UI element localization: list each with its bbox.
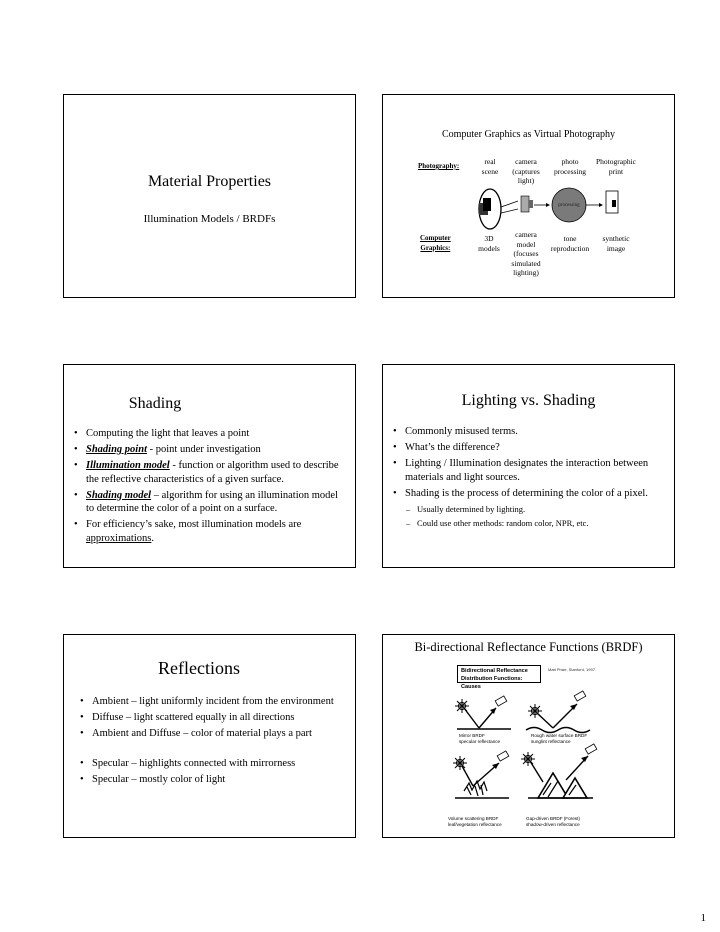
brdf-figure-title-box: Bidirectional Reflectance Distribution Functions: Causes [457, 665, 541, 683]
real-scene-label: real scene [481, 157, 499, 176]
slide-title: Shading [128, 395, 182, 412]
slide-title: Computer Graphics as Virtual Photography [441, 129, 616, 140]
slide-title: Material Properties [147, 173, 272, 190]
bullet-item: • Shading point - point under investigation [72, 443, 344, 457]
bullet-item: • Specular – mostly color of light [78, 773, 338, 787]
bullet-item: • Shading is the process of determining the color of a pixel. [391, 487, 663, 501]
scene-object [483, 198, 491, 211]
bullet-list [78, 695, 338, 789]
bullet-list [72, 427, 344, 548]
3d-models-label: 3D models [478, 234, 500, 253]
bullet-item: • Lighting / Illumination designates the interaction between materials and light sources. [391, 457, 663, 484]
bullet-item: • Diffuse – light scattered equally in all directions [78, 711, 338, 725]
computer-graphics-label: Computer Graphics: [420, 234, 451, 252]
brdf-figure [383, 635, 676, 839]
slide-brdf [382, 634, 675, 838]
slide-lighting-vs-shading [382, 364, 675, 568]
slide-material-properties [63, 94, 356, 298]
slide-subtitle: Illumination Models / BRDFs [143, 213, 276, 225]
photographic-print-label: Photographic print [596, 157, 636, 176]
photo-processing-label: photo processing [553, 157, 587, 176]
bullet-item: • For efficiency’s sake, most illumination models are approximations. [72, 518, 344, 545]
bullet-item: • Shading model – algorithm for using an illumination model to determine the color of a point on a surface. [72, 489, 344, 516]
camera-model-label: camera model (focuses simulated lighting) [511, 230, 541, 277]
volume-scattering-brdf-panel [453, 751, 509, 798]
bullet-item: • Ambient and Diffuse – color of material plays a part [78, 727, 338, 741]
bullet-list [391, 425, 663, 531]
volume-scattering-brdf-caption: Volume scattering BRDF leaf/vegetation reflectance [448, 816, 502, 827]
bullet-item: • Computing the light that leaves a point [72, 427, 344, 441]
camera-lens [529, 200, 533, 208]
bullet-item: • Ambient – light uniformly incident from the environment [78, 695, 338, 709]
gap-driven-brdf-panel [521, 744, 597, 798]
print-image [612, 200, 616, 207]
flow-arrow [501, 201, 518, 207]
mirror-brdf-panel [455, 696, 511, 729]
camera-body [521, 196, 529, 212]
rough-water-brdf-panel [526, 691, 590, 733]
satellite-icon [585, 744, 597, 754]
satellite-icon [574, 691, 586, 701]
bullet-item: • Illumination model - function or algorithm used to describe the reflective characteristics of a given surface. [72, 459, 344, 486]
satellite-icon [497, 751, 509, 761]
slide-title: Bi-directional Reflectance Functions (BRDF) [414, 640, 643, 654]
mirror-brdf-caption: Mirror BRDF specular reflectance [459, 733, 501, 744]
synthetic-image-label: synthetic image [602, 234, 630, 253]
bullet-item: • What’s the difference? [391, 441, 663, 455]
slide-reflections [63, 634, 356, 838]
photography-label: Photography: [418, 162, 460, 170]
gap-driven-brdf-caption: Gap-driven BRDF (Forest) shadow-driven reflectance [526, 816, 580, 827]
camera-captures-label: camera (captures light) [512, 157, 540, 185]
slide-shading [63, 364, 356, 568]
bullet-item: • Commonly misused terms. [391, 425, 663, 439]
tone-reproduction-label: tone reproduction [550, 234, 590, 253]
brdf-figure-credit: Matt Pharr, Stanford, 1997 [548, 667, 595, 672]
slide-virtual-photography [382, 94, 675, 298]
rough-water-brdf-caption: Rough water surface BRDF sunglint reflectance [531, 733, 588, 744]
page-number: 1 [700, 912, 706, 924]
bullet-item: • Specular – highlights connected with mirrorness [78, 757, 338, 771]
satellite-icon [495, 696, 507, 706]
slide-title: Lighting vs. Shading [461, 392, 596, 409]
sub-bullet-item: – Could use other methods: random color, NPR, etc. [391, 517, 663, 529]
flow-arrow [501, 209, 518, 213]
sub-bullet-item: – Usually determined by lighting. [391, 503, 663, 515]
slide-title: Reflections [158, 658, 240, 678]
processing-text: processing [558, 203, 580, 208]
